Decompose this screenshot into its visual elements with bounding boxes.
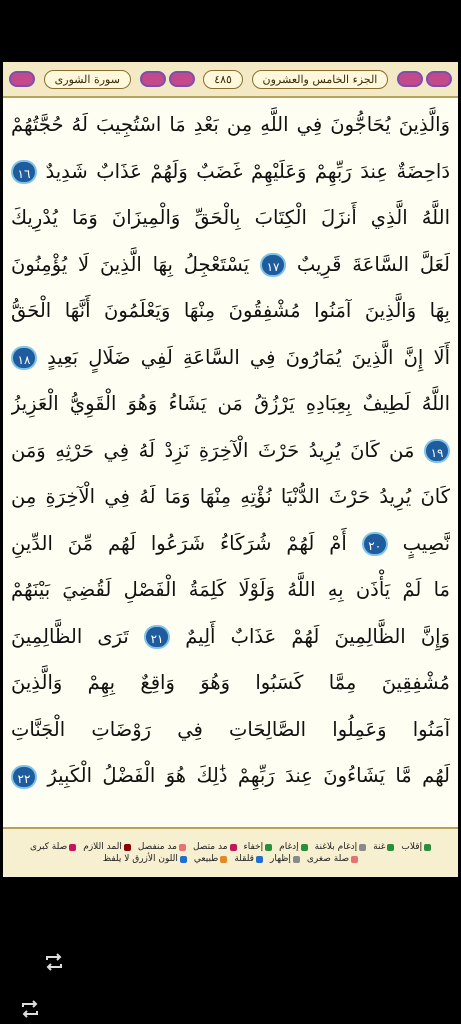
page-number: ٤٨٥ bbox=[203, 70, 243, 89]
ayah-number-marker[interactable]: ٢١ bbox=[144, 625, 170, 649]
verse-line bbox=[11, 102, 450, 149]
mushaf-page bbox=[3, 62, 458, 877]
verse-line bbox=[11, 288, 450, 335]
verse-text: أَمْ لَهُمْ شُرَكَاءُ شَرَعُوا لَهُم مِّنَ الدِّينِ bbox=[11, 531, 347, 555]
legend-item bbox=[193, 842, 237, 852]
legend-item bbox=[83, 842, 131, 852]
ayah-number-marker[interactable]: ١٩ bbox=[424, 439, 450, 463]
legend-label: المد اللازم bbox=[83, 842, 122, 852]
surah-label: سورة الشورى bbox=[44, 70, 131, 89]
verse-text: نَّصِيبٍ bbox=[402, 531, 450, 555]
legend-label: غنة bbox=[373, 842, 386, 852]
legend-swatch bbox=[301, 844, 308, 851]
legend-item bbox=[307, 854, 358, 864]
legend-label: إخفاء bbox=[243, 842, 264, 852]
legend-swatch bbox=[424, 844, 431, 851]
legend-item bbox=[401, 842, 431, 852]
ayah-number-marker[interactable]: ١٨ bbox=[11, 346, 37, 370]
verse-text: مَن كَانَ يُرِيدُ حَرْثَ الْآخِرَةِ نَزِدْ لَهُ فِي حَرْثِهِ وَمَن bbox=[11, 438, 415, 462]
verse-line bbox=[11, 521, 450, 568]
legend-swatch bbox=[180, 856, 187, 863]
verse-text: بِهَا وَالَّذِينَ آمَنُوا مُشْفِقُونَ مِنْهَا وَيَعْلَمُونَ أَنَّهَا الْحَقُّ bbox=[11, 299, 450, 322]
legend-label: قلقلة bbox=[234, 854, 254, 864]
legend-swatch bbox=[124, 844, 131, 851]
repost-icon[interactable] bbox=[42, 952, 66, 972]
verse-text: اللَّهُ الَّذِي أَنزَلَ الْكِتَابَ بِالْحَقِّ وَالْمِيزَانَ وَمَا يُدْرِيكَ bbox=[11, 206, 450, 229]
verse-text: لَعَلَّ السَّاعَةَ قَرِيبٌ bbox=[296, 252, 450, 276]
legend-label: اللون الأزرق لا يلفظ bbox=[102, 854, 178, 864]
verse-text: اللَّهُ لَطِيفٌ بِعِبَادِهِ يَرْزُقُ مَن يَشَاءُ وَهُوَ الْقَوِيُّ الْعَزِيزُ bbox=[11, 392, 450, 415]
ayah-number-marker[interactable]: ١٦ bbox=[11, 160, 37, 184]
verse-text: أَلَا إِنَّ الَّذِينَ يُمَارُونَ فِي السَّاعَةِ لَفِي ضَلَالٍ بَعِيدٍ bbox=[47, 345, 450, 369]
verse-line bbox=[11, 660, 450, 707]
verse-line bbox=[11, 614, 450, 661]
legend-label: طبيعي bbox=[193, 854, 219, 864]
legend-item bbox=[138, 842, 186, 852]
legend-swatch bbox=[293, 856, 300, 863]
verse-text: كَانَ يُرِيدُ حَرْثَ الدُّنْيَا نُؤْتِهِ مِنْهَا وَمَا لَهُ فِي الْآخِرَةِ مِن bbox=[11, 485, 450, 508]
legend-item bbox=[373, 842, 394, 852]
verse-line bbox=[11, 149, 450, 196]
legend-label: مد منفصل bbox=[137, 842, 177, 852]
verse-line bbox=[11, 195, 450, 242]
verse-line bbox=[11, 707, 450, 754]
legend-swatch bbox=[351, 856, 358, 863]
status-bar bbox=[0, 0, 461, 62]
legend-swatch bbox=[265, 844, 272, 851]
legend-label: صلة كبرى bbox=[29, 842, 68, 852]
legend-swatch bbox=[256, 856, 263, 863]
verse-line bbox=[11, 242, 450, 289]
legend-item bbox=[270, 854, 300, 864]
header-ornament bbox=[140, 71, 195, 87]
legend-item bbox=[279, 842, 308, 852]
header-ornament bbox=[397, 71, 452, 87]
legend-label: إظهار bbox=[269, 854, 291, 864]
legend-swatch bbox=[230, 844, 237, 851]
legend-label: إدغام بلاغنة bbox=[314, 842, 358, 852]
verse-line bbox=[11, 753, 450, 800]
juz-label: الجزء الخامس والعشرون bbox=[252, 70, 389, 89]
legend-item bbox=[234, 854, 263, 864]
verse-line bbox=[11, 428, 450, 475]
verse-line bbox=[11, 381, 450, 428]
bottom-bar bbox=[0, 877, 461, 1024]
quran-text bbox=[11, 102, 450, 800]
legend-item bbox=[194, 854, 227, 864]
repost-icon[interactable] bbox=[18, 999, 42, 1019]
verse-text: وَإِنَّ الظَّالِمِينَ لَهُمْ عَذَابٌ أَلِيمٌ bbox=[185, 624, 450, 648]
verse-text: مُشْفِقِينَ مِمَّا كَسَبُوا وَهُوَ وَاقِعٌ بِهِمْ وَالَّذِينَ bbox=[11, 671, 450, 694]
verse-text: يَسْتَعْجِلُ بِهَا الَّذِينَ لَا يُؤْمِنُونَ bbox=[11, 252, 250, 276]
verse-text: لَهُم مَّا يَشَاءُونَ عِندَ رَبِّهِمْ ذَٰلِكَ هُوَ الْفَضْلُ الْكَبِيرُ bbox=[47, 764, 450, 787]
ayah-number-marker[interactable]: ١٧ bbox=[260, 253, 286, 277]
verse-line bbox=[11, 567, 450, 614]
page-header bbox=[3, 62, 458, 98]
header-ornament bbox=[9, 71, 35, 87]
legend-swatch bbox=[387, 844, 394, 851]
legend-label: إقلاب bbox=[401, 842, 423, 852]
legend-swatch bbox=[179, 844, 186, 851]
legend-swatch bbox=[220, 856, 227, 863]
legend-swatch bbox=[69, 844, 76, 851]
legend-item bbox=[103, 854, 187, 864]
legend-swatch bbox=[359, 844, 366, 851]
ayah-number-marker[interactable]: ٢٠ bbox=[362, 532, 388, 556]
legend-item bbox=[244, 842, 273, 852]
legend-item bbox=[315, 842, 367, 852]
verse-line bbox=[11, 474, 450, 521]
verse-text: مَا لَمْ يَأْذَن بِهِ اللَّهُ وَلَوْلَا كَلِمَةُ الْفَصْلِ لَقُضِيَ بَيْنَهُمْ bbox=[11, 578, 450, 601]
legend-item bbox=[30, 842, 76, 852]
verse-text: تَرَى الظَّالِمِينَ bbox=[11, 624, 129, 648]
verse-text: آمَنُوا وَعَمِلُوا الصَّالِحَاتِ فِي رَوْضَاتِ الْجَنَّاتِ bbox=[11, 717, 450, 741]
legend-label: صلة صغرى bbox=[306, 854, 350, 864]
legend-label: إدغام bbox=[279, 842, 299, 852]
legend-label: مد متصل bbox=[192, 842, 228, 852]
ayah-number-marker[interactable]: ٢٢ bbox=[11, 765, 37, 789]
verse-line bbox=[11, 335, 450, 382]
tajweed-legend bbox=[3, 827, 458, 877]
verse-text: دَاحِضَةٌ عِندَ رَبِّهِمْ وَعَلَيْهِمْ غَضَبٌ وَلَهُمْ عَذَابٌ شَدِيدٌ bbox=[45, 159, 450, 183]
verse-text: وَالَّذِينَ يُحَاجُّونَ فِي اللَّهِ مِن بَعْدِ مَا اسْتُجِيبَ لَهُ حُجَّتُهُمْ bbox=[11, 113, 450, 136]
